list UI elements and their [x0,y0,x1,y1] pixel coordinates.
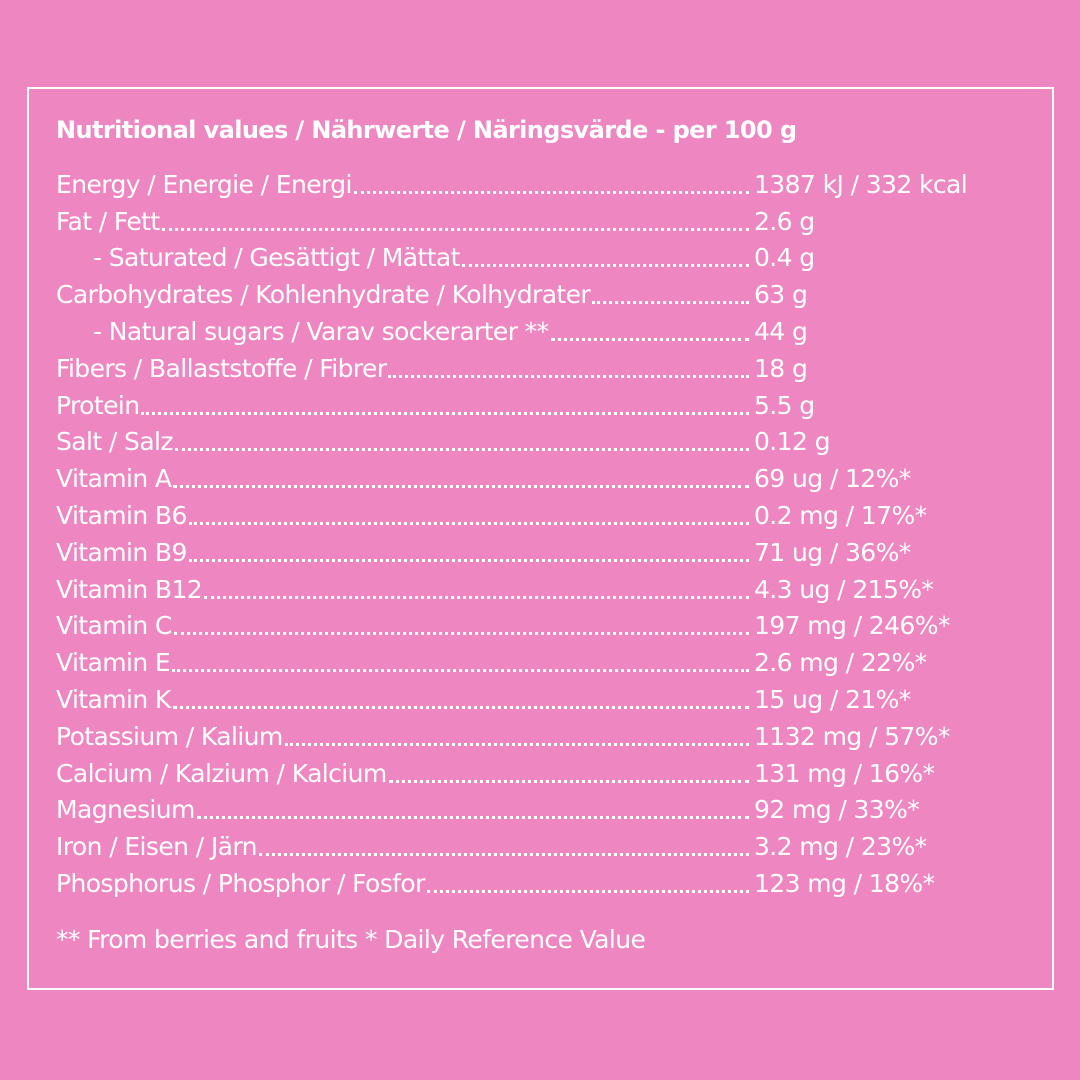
nutrient-label: Energy / Energie / Energi [56,169,352,199]
dot-leader [173,485,749,488]
nutrient-value: 71 ug / 36%* [754,537,911,567]
nutrient-value: 131 mg / 16%* [754,758,935,788]
nutrition-row [56,608,1016,645]
nutrient-label: Vitamin C [56,611,172,641]
nutrient-label: Iron / Eisen / Järn [56,832,257,862]
nutrient-value: 63 g [754,280,808,310]
dot-leader [354,191,749,194]
nutrition-table [56,166,1016,902]
nutrition-row [56,497,1016,534]
nutrient-value: 0.2 mg / 17%* [754,501,927,531]
dot-leader [285,743,749,746]
nutrient-label: Calcium / Kalzium / Kalcium [56,758,387,788]
nutrient-value: 197 mg / 246%* [754,611,950,641]
nutrient-value: 1132 mg / 57%* [754,721,950,751]
nutrient-label: Salt / Salz [56,427,173,457]
nutrient-value: 92 mg / 33%* [754,795,920,825]
dot-leader [592,301,749,304]
dot-leader [174,632,749,635]
nutrient-value: 4.3 ug / 215%* [754,574,934,604]
dot-leader [389,780,749,783]
nutrition-row [56,166,1016,203]
nutrition-row [56,792,1016,829]
nutrition-row [56,755,1016,792]
dot-leader [259,853,749,856]
nutrient-value: 44 g [754,317,808,347]
nutrient-value: 1387 kJ / 332 kcal [754,169,968,199]
dot-leader [141,412,749,415]
nutrient-label: Phosphorus / Phosphor / Fosfor [56,869,425,899]
dot-leader [427,890,749,893]
nutrition-row [56,424,1016,461]
nutrient-label: Vitamin B9 [56,537,187,567]
dot-leader [162,228,749,231]
nutrition-row [56,203,1016,240]
nutrient-value: 69 ug / 12%* [754,464,911,494]
nutrient-value: 3.2 mg / 23%* [754,832,927,862]
dot-leader [189,559,749,562]
nutrition-row [56,313,1016,350]
dot-leader [172,669,749,672]
nutrition-row [56,571,1016,608]
nutrient-label: Vitamin B12 [56,574,203,604]
dot-leader [175,448,749,451]
dot-leader [204,596,749,599]
nutrient-label: Vitamin B6 [56,501,187,531]
dot-leader [462,264,749,267]
dot-leader [551,338,749,341]
nutrition-row [56,276,1016,313]
footnote: ** From berries and fruits * Daily Reference Value [56,925,646,954]
dot-leader [388,375,749,378]
nutrient-label: Vitamin A [56,464,172,494]
nutrient-label: Carbohydrates / Kohlenhydrate / Kolhydrater [56,280,591,310]
nutrient-value: 123 mg / 18%* [754,869,935,899]
nutrient-value: 2.6 mg / 22%* [754,648,927,678]
nutrition-row [56,828,1016,865]
nutrient-value: 18 g [754,353,808,383]
nutrient-label: Vitamin E [56,648,171,678]
nutrition-row [56,865,1016,902]
nutrient-label: Fibers / Ballaststoffe / Fibrer [56,353,387,383]
nutrition-row [56,718,1016,755]
dot-leader [173,706,749,709]
nutrition-row [56,644,1016,681]
nutrient-label: Magnesium [56,795,195,825]
nutrient-label: - Natural sugars / Varav sockerarter ** [93,317,549,347]
nutrient-value: 5.5 g [754,390,815,420]
nutrient-label: Protein [56,390,140,420]
nutrition-row [56,460,1016,497]
nutrition-row [56,681,1016,718]
nutrition-row [56,350,1016,387]
nutrition-row [56,240,1016,277]
dot-leader [189,522,749,525]
nutrient-value: 0.4 g [754,243,815,273]
nutrient-value: 15 ug / 21%* [754,685,911,715]
nutrient-value: 0.12 g [754,427,830,457]
nutrient-label: Fat / Fett [56,206,160,236]
nutrition-row [56,534,1016,571]
dot-leader [197,816,749,819]
nutrition-title: Nutritional values / Nährwerte / Näringsvärde - per 100 g [56,116,797,144]
nutrient-label: Vitamin K [56,685,171,715]
nutrient-label: Potassium / Kalium [56,721,283,751]
nutrient-value: 2.6 g [754,206,815,236]
nutrient-label: - Saturated / Gesättigt / Mättat [93,243,460,273]
nutrition-row [56,387,1016,424]
